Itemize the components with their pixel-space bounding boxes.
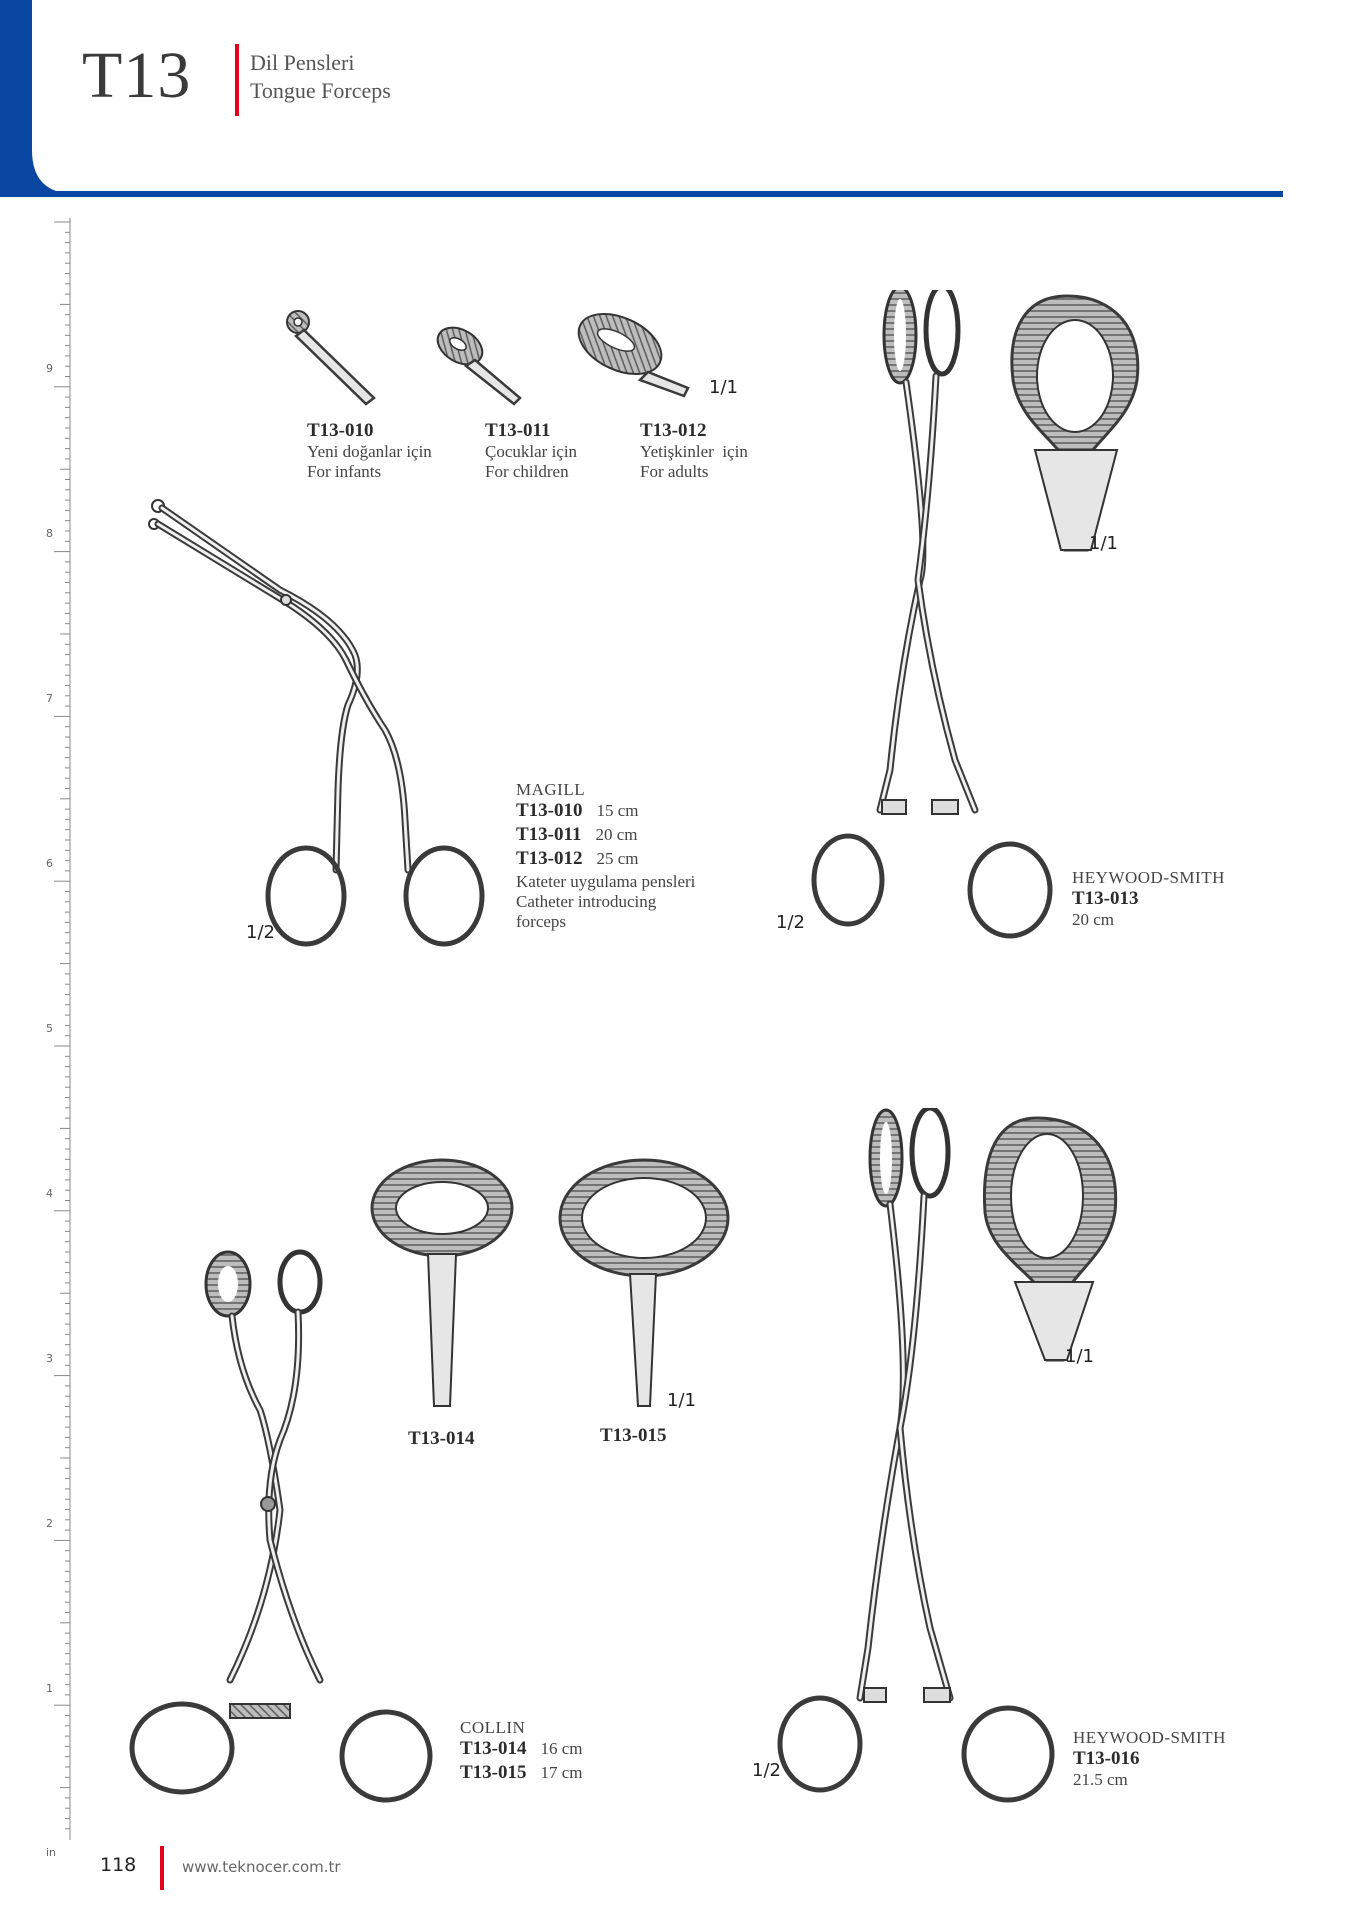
ruler-label-7: 7 xyxy=(46,692,53,705)
magill-size-row xyxy=(516,800,695,824)
heywood-013-length: 20 cm xyxy=(1072,910,1115,929)
magill-tips-illustration xyxy=(270,300,750,410)
collin-tips-image xyxy=(368,1158,738,1408)
magill-size-row xyxy=(516,824,695,848)
title-english: Tongue Forceps xyxy=(250,78,391,103)
magill-forceps-image xyxy=(140,490,500,950)
title-divider xyxy=(235,44,239,116)
heywood-013-info xyxy=(1072,868,1225,930)
magill-name: MAGILL xyxy=(516,780,586,799)
collin-tip-014-image xyxy=(372,1160,512,1406)
tip-child-tr: Çocuklar için xyxy=(485,442,578,461)
header-rule xyxy=(30,191,1283,197)
collin-tip-014-label: T13-014 xyxy=(408,1428,475,1449)
magill-size-code: T13-012 xyxy=(516,848,583,869)
ruler-label-5: 5 xyxy=(46,1022,53,1035)
heywood-013-scale-label: 1/2 xyxy=(776,912,805,933)
ruler-label-2: 2 xyxy=(46,1517,53,1530)
tip-adult-code: T13-012 xyxy=(640,420,707,441)
heywood-016-length: 21.5 cm xyxy=(1073,1770,1128,1789)
tip-child-text xyxy=(485,420,577,482)
magill-size-code: T13-011 xyxy=(516,824,582,845)
title-turkish: Dil Pensleri xyxy=(250,50,355,75)
collin-size-code: T13-015 xyxy=(460,1762,527,1783)
page-number: 118 xyxy=(100,1854,137,1876)
footer-url-link[interactable]: www.teknocer.com.tr xyxy=(182,1858,341,1876)
collin-size-row xyxy=(460,1762,583,1786)
heywood-016-code: T13-016 xyxy=(1073,1748,1140,1769)
tip-adult-en: For adults xyxy=(640,462,709,481)
tip-child-en: For children xyxy=(485,462,569,481)
magill-desc-en-2: forceps xyxy=(516,912,567,931)
collin-size-code: T13-014 xyxy=(460,1738,527,1759)
heywood-016-scale-label: 1/2 xyxy=(752,1760,781,1781)
collin-size-row xyxy=(460,1738,583,1762)
tip-infant-image xyxy=(287,311,374,404)
collin-size-length: 16 cm xyxy=(540,1739,583,1758)
tip-infant-text xyxy=(307,420,432,482)
heywood-013-code: T13-013 xyxy=(1072,888,1139,909)
ruler-label-3: 3 xyxy=(46,1352,53,1365)
collin-name: COLLIN xyxy=(460,1718,526,1737)
collin-tip-scale: 1/1 xyxy=(667,1390,696,1411)
magill-info xyxy=(516,780,695,932)
collin-tip-015-label: T13-015 xyxy=(600,1425,667,1446)
heywood-016-tip-scale: 1/1 xyxy=(1065,1346,1094,1367)
tips-scale-label: 1/1 xyxy=(709,377,738,398)
tip-infant-code: T13-010 xyxy=(307,420,374,441)
ruler-label-8: 8 xyxy=(46,527,53,540)
magill-size-row xyxy=(516,848,695,872)
tip-adult-tr: Yetişkinler için xyxy=(640,442,748,461)
heywood-013-tip-scale: 1/1 xyxy=(1089,533,1118,554)
tip-adult-text xyxy=(640,420,748,482)
inch-ruler xyxy=(38,218,72,1859)
ruler-unit: in xyxy=(46,1846,57,1859)
tip-infant-tr: Yeni doğanlar için xyxy=(307,442,432,461)
magill-desc-en-1: Catheter introducing xyxy=(516,892,657,911)
tip-child-image xyxy=(431,320,520,404)
heywood-016-info xyxy=(1073,1728,1226,1790)
tip-child-code: T13-011 xyxy=(485,420,551,441)
footer-divider xyxy=(160,1846,164,1890)
ruler-label-9: 9 xyxy=(46,362,53,375)
magill-desc-tr: Kateter uygulama pensleri xyxy=(516,872,696,891)
tip-infant-en: For infants xyxy=(307,462,382,481)
heywood-013-tip-image xyxy=(995,290,1155,560)
heywood-016-tip-image xyxy=(975,1112,1135,1362)
ruler-label-1: 1 xyxy=(46,1682,53,1695)
magill-scale-label: 1/2 xyxy=(246,922,275,943)
heywood-016-name: HEYWOOD-SMITH xyxy=(1073,1728,1226,1747)
header-corner xyxy=(0,0,80,200)
section-code: T13 xyxy=(82,39,192,112)
magill-size-length: 20 cm xyxy=(595,825,638,844)
collin-info xyxy=(460,1718,583,1786)
magill-size-length: 25 cm xyxy=(596,849,639,868)
ruler-label-4: 4 xyxy=(46,1187,53,1200)
heywood-013-name: HEYWOOD-SMITH xyxy=(1072,868,1225,887)
collin-size-length: 17 cm xyxy=(540,1763,583,1782)
ruler-label-6: 6 xyxy=(46,857,53,870)
collin-tip-015-image xyxy=(560,1160,728,1406)
magill-size-length: 15 cm xyxy=(596,801,639,820)
tip-adult-image xyxy=(569,302,688,396)
magill-size-code: T13-010 xyxy=(516,800,583,821)
